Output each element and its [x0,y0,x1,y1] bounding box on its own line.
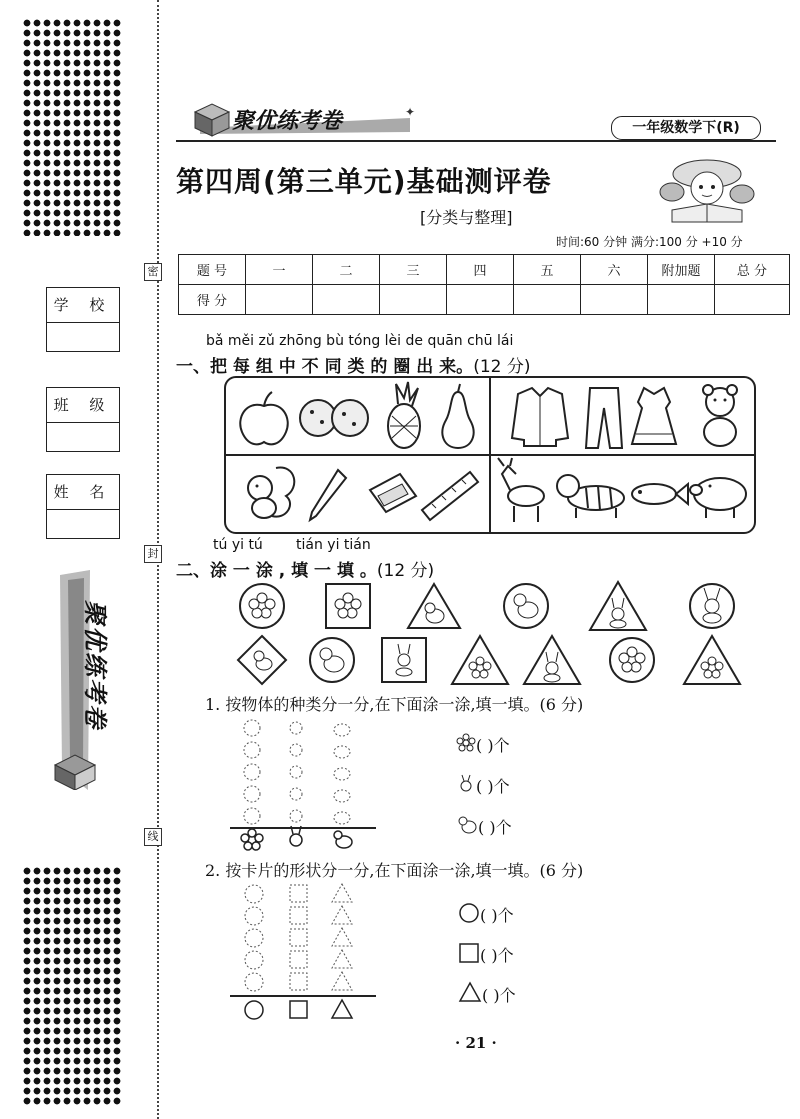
vertical-brand-logo [40,570,110,790]
apple-icon[interactable] [240,392,287,444]
class-label: 班 级 [47,388,119,423]
square-shape-icon [458,942,480,964]
score-cell[interactable] [514,285,581,315]
goat-icon[interactable] [498,458,544,522]
score-header-cell: 五 [514,255,581,285]
q2-pinyin-1: tú yi tú [213,537,263,553]
class-blank[interactable] [47,423,119,451]
pig-icon[interactable] [690,478,746,518]
triangle-shape-icon [332,1000,352,1018]
card-triangle-flower[interactable] [452,636,508,684]
score-header-cell: 题 号 [179,255,246,285]
school-label: 学 校 [47,288,119,323]
q1-pictures [226,378,754,532]
name-blank[interactable] [47,510,119,538]
dress-icon[interactable] [632,388,676,444]
circle-count-answer[interactable]: ( )个 [480,906,514,925]
score-cell[interactable] [648,285,715,315]
flower-count-answer[interactable]: ( )个 [476,736,510,755]
jacket-icon[interactable] [512,388,568,446]
dot-pattern-top [22,18,122,236]
name-field [46,474,120,539]
pants-icon[interactable] [586,388,622,448]
chick-count-answer[interactable]: ( )个 [478,818,512,837]
tiger-icon[interactable] [557,475,624,518]
school-field [46,287,120,352]
circle-shape-icon [458,902,480,924]
q2-points: (12 分) [376,561,435,581]
score-table [178,254,790,315]
score-header-cell: 一 [246,255,313,285]
score-cell[interactable] [246,285,313,315]
sub2-tally-chart[interactable] [228,882,378,1024]
header-rule [176,140,776,142]
card-circle-chick[interactable] [504,584,548,628]
card-circle-flower-2[interactable] [610,638,654,682]
triangle-tally-column[interactable] [332,884,352,990]
triangle-shape-icon [458,981,482,1003]
pear-icon[interactable] [442,384,473,448]
page-number: · 21 · [455,1034,497,1052]
pencil-icon[interactable] [310,470,346,520]
card-circle-rabbit[interactable] [690,584,734,628]
cookies-icon[interactable] [300,400,368,436]
score-header-cell: 附加题 [648,255,715,285]
circle-shape-icon [245,1001,263,1019]
reading-girl-illustration [652,152,762,232]
chick-icon [334,831,352,848]
score-cell[interactable] [715,285,790,315]
q1-points: (12 分) [473,357,531,377]
square-shape-icon [290,1001,307,1018]
card-triangle-rabbit[interactable] [590,582,646,630]
sub1-tally-chart[interactable] [228,718,378,852]
seal-mark-mi: 密 [144,263,162,281]
q1-heading [176,352,531,377]
rabbit-count-answer[interactable]: ( )个 [476,777,510,796]
score-cell[interactable] [380,285,447,315]
score-header-cell: 总 分 [715,255,790,285]
flower-icon [456,733,476,753]
time-score-info: 时间:60 分钟 满分:100 分 +10 分 [556,235,743,249]
q1-pinyin: bǎ měi zǔ zhōng bù tóng lèi de quān chū lái [206,333,514,349]
card-triangle-rabbit-2[interactable] [524,636,580,684]
square-tally-column[interactable] [290,885,307,990]
q2-title: 二、涂 一 涂 , 填 一 填 。 [176,561,377,581]
chick-tally-column[interactable] [334,724,350,824]
triangle-count-answer[interactable]: ( )个 [482,986,516,1005]
q1-picture-box [224,376,756,534]
score-cell[interactable] [447,285,514,315]
teddy-bear-icon[interactable] [703,385,737,446]
ruler-icon[interactable] [422,472,478,520]
score-table-header-row [179,255,790,285]
class-field [46,387,120,452]
rabbit-icon [456,774,476,794]
card-square-rabbit[interactable] [382,638,426,682]
score-header-cell: 三 [380,255,447,285]
card-diamond-chick[interactable] [238,636,286,684]
q2-sub1-text: 1. 按物体的种类分一分,在下面涂一涂,填一填。(6 分) [205,695,584,714]
school-blank[interactable] [47,323,119,351]
square-count-answer[interactable]: ( )个 [480,946,514,965]
fish-icon[interactable] [632,484,688,504]
card-circle-chick-2[interactable] [310,638,354,682]
seal-mark-xian: 线 [144,828,162,846]
card-circle-flower[interactable] [240,584,284,628]
pineapple-icon[interactable] [388,382,420,448]
squirrel-icon[interactable] [248,468,294,518]
score-row-label: 得 分 [179,285,246,315]
score-cell[interactable] [313,285,380,315]
score-header-cell: 六 [581,255,648,285]
score-cell[interactable] [581,285,648,315]
flower-icon [241,829,263,850]
score-header-cell: 四 [447,255,514,285]
seal-mark-feng: 封 [144,545,162,563]
flower-tally-column[interactable] [244,720,260,824]
brand-title: 聚优练考卷 [232,109,343,134]
eraser-icon[interactable] [370,474,416,512]
rabbit-tally-column[interactable] [290,722,302,822]
page-title: 第四周(第三单元)基础测评卷 [176,165,552,198]
score-header-cell: 二 [313,255,380,285]
card-triangle-chick[interactable] [408,584,460,628]
card-square-flower[interactable] [326,584,370,628]
name-label: 姓 名 [47,475,119,510]
vertical-brand-text: 聚优练考卷 [81,600,109,730]
q2-pinyin-2: tián yi tián [296,537,371,553]
q2-sub2-text: 2. 按卡片的形状分一分,在下面涂一涂,填一填。(6 分) [205,861,584,880]
dot-pattern-bottom [22,866,122,1106]
score-table-score-row [179,285,790,315]
page-subtitle: [分类与整理] [420,208,513,227]
q2-cards [230,578,750,690]
circle-tally-column[interactable] [245,885,263,991]
card-triangle-flower-2[interactable] [684,636,740,684]
chick-icon [456,815,478,835]
grade-badge: 一年级数学下(R) [611,116,761,140]
svg-text:✦: ✦ [405,105,416,119]
q1-title: 一、把 每 组 中 不 同 类 的 圈 出 来。 [176,357,474,377]
